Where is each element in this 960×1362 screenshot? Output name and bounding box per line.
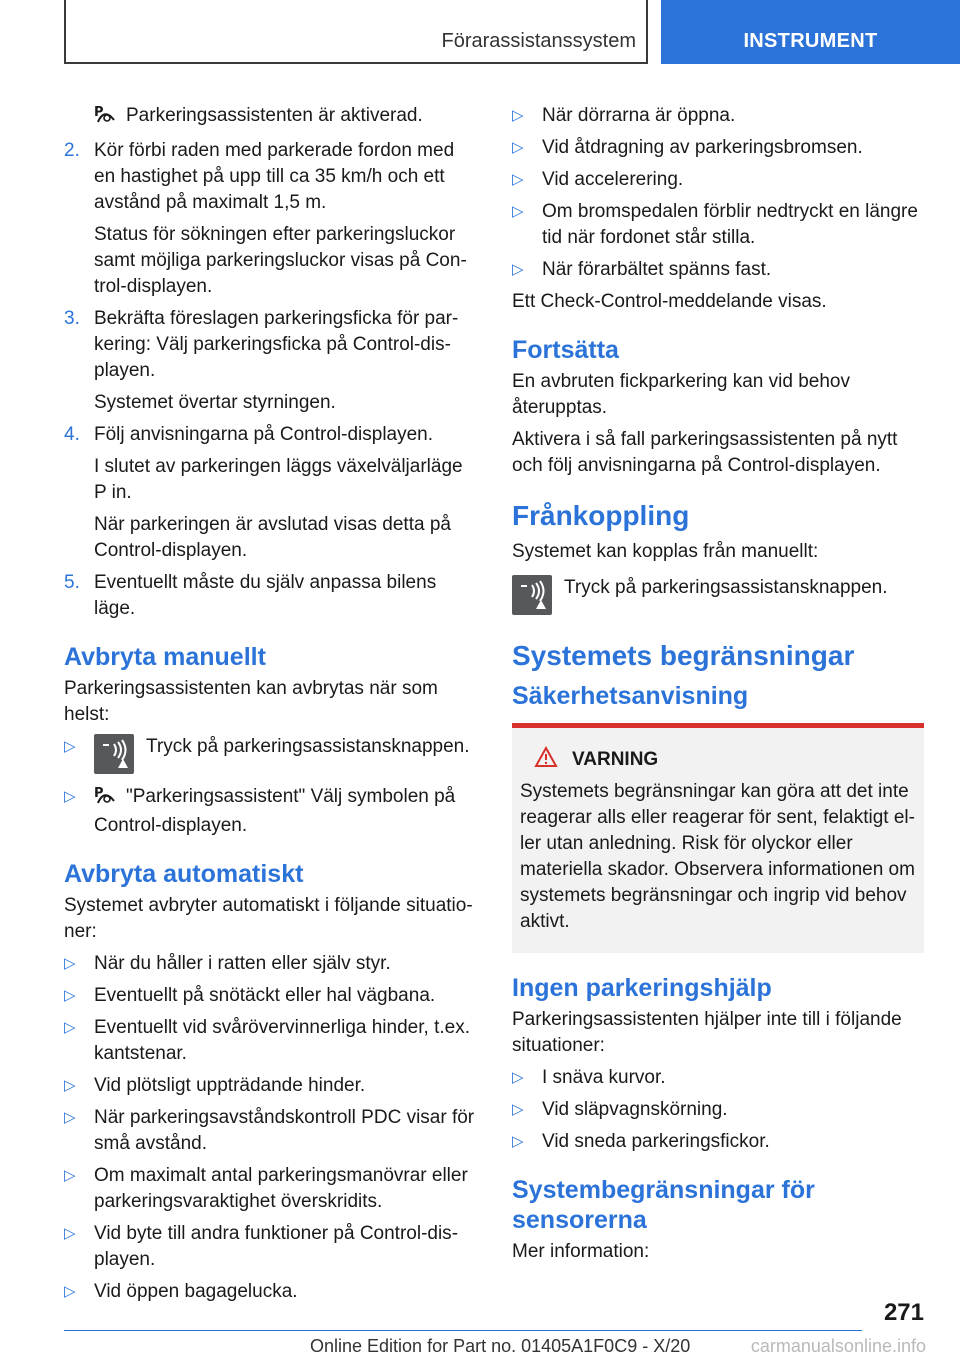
list-item-text: Vid byte till andra funktioner på Control-displayen. bbox=[94, 1223, 459, 1270]
list-item bbox=[64, 734, 476, 774]
left-column bbox=[64, 103, 476, 1311]
list-item bbox=[512, 167, 924, 193]
triangle-bullet-icon: ▷ bbox=[512, 1133, 524, 1150]
list-item-text: När dörrarna är öppna. bbox=[542, 105, 736, 126]
list-item-text: "Parkeringsassistent" Välj symbolen på Control-displayen. bbox=[94, 786, 456, 836]
list-item-text: Tryck på parkeringsassistansknappen. bbox=[146, 736, 470, 757]
list-item-text: Om bromspedalen förblir nedtryckt en längre tid när fordonet står stilla. bbox=[542, 201, 918, 248]
list-item bbox=[512, 103, 924, 129]
header-section-title: Förarassistanssystem bbox=[441, 30, 636, 52]
triangle-bullet-icon: ▷ bbox=[64, 738, 76, 755]
list-item-text: Eventuellt vid svårövervinnerliga hinder, t.ex. kantstenar. bbox=[94, 1017, 470, 1064]
button-instruction-text: Tryck på parkeringsassistansknappen. bbox=[564, 577, 888, 598]
list-item bbox=[512, 257, 924, 283]
step-2 bbox=[64, 138, 476, 300]
watermark-text: carmanualsonline.info bbox=[750, 1336, 926, 1356]
list-item-text: Vid sneda parkeringsfickor. bbox=[542, 1131, 770, 1152]
triangle-bullet-icon: ▷ bbox=[64, 987, 76, 1004]
list-item bbox=[64, 1279, 476, 1305]
step-number: 5. bbox=[64, 572, 80, 593]
triangle-bullet-icon: ▷ bbox=[64, 1077, 76, 1094]
triangle-bullet-icon: ▷ bbox=[64, 1225, 76, 1242]
list-item-text: I snäva kurvor. bbox=[542, 1067, 666, 1088]
triangle-bullet-icon: ▷ bbox=[512, 139, 524, 156]
step-number: 3. bbox=[64, 308, 80, 329]
step-text: I slutet av parkeringen läggs växelväljarläge P in. bbox=[94, 456, 463, 503]
list-item bbox=[64, 1221, 476, 1273]
step-text: Eventuellt måste du själv anpassa bilens läge. bbox=[94, 572, 437, 619]
step-3 bbox=[64, 306, 476, 416]
step-number: 2. bbox=[64, 140, 80, 161]
triangle-bullet-icon: ▷ bbox=[512, 107, 524, 124]
parking-button-icon bbox=[512, 575, 552, 615]
page-number: 271 bbox=[883, 1299, 924, 1326]
list-item-text: Vid plötsligt uppträdande hinder. bbox=[94, 1075, 366, 1096]
triangle-bullet-icon: ▷ bbox=[512, 1069, 524, 1086]
heading-no-help: Ingen parkeringshjälp bbox=[512, 974, 772, 1002]
heading-cancel-auto: Avbryta automatiskt bbox=[64, 860, 304, 888]
list-item bbox=[512, 1129, 924, 1155]
edition-text: Online Edition for Part no. 01405A1F0C9 - X/20 bbox=[310, 1336, 691, 1356]
step-text: Status för sökningen efter parkeringsluckor samt möjliga parkeringsluckor visas på Control-displayen. bbox=[94, 224, 467, 297]
heading-cancel-manual: Avbryta manuellt bbox=[64, 643, 266, 671]
paragraph: Systemet kan kopplas från manuellt: bbox=[512, 541, 819, 562]
list-item bbox=[64, 1105, 476, 1157]
warning-box bbox=[512, 723, 924, 953]
list-item bbox=[512, 1065, 924, 1091]
parking-button-icon bbox=[94, 734, 134, 774]
svg-text:P: P bbox=[94, 105, 104, 120]
right-column bbox=[512, 103, 924, 1271]
header-chapter-tab: INSTRUMENT bbox=[661, 0, 960, 64]
footer-divider bbox=[64, 1330, 862, 1331]
heading-limits: Systemets begränsningar bbox=[512, 640, 855, 671]
step-text: Bekräfta föreslagen parkeringsficka för parkering: Välj parkeringsficka på Control-displayen. bbox=[94, 308, 459, 381]
paragraph: Parkeringsassistenten kan avbrytas när som helst: bbox=[64, 678, 438, 725]
list-item bbox=[512, 135, 924, 161]
svg-text:P: P bbox=[94, 786, 104, 801]
triangle-bullet-icon: ▷ bbox=[64, 955, 76, 972]
list-item bbox=[512, 199, 924, 251]
intro-line-text: Parkeringsassistenten är aktiverad. bbox=[126, 105, 423, 126]
list-item bbox=[64, 983, 476, 1009]
paragraph: Parkeringsassistenten hjälper inte till i följande situationer: bbox=[512, 1009, 902, 1056]
list-item-text: Vid åtdragning av parkeringsbromsen. bbox=[542, 137, 863, 158]
list-item-text: Vid släpvagnskörning. bbox=[542, 1099, 728, 1120]
list-item-text: Vid accelerering. bbox=[542, 169, 684, 190]
list-item bbox=[64, 1015, 476, 1067]
step-number: 4. bbox=[64, 424, 80, 445]
triangle-bullet-icon: ▷ bbox=[64, 1019, 76, 1036]
list-item bbox=[64, 1163, 476, 1215]
triangle-bullet-icon: ▷ bbox=[512, 1101, 524, 1118]
step-text: När parkeringen är avslutad visas detta på Control-displayen. bbox=[94, 514, 451, 561]
intro-line bbox=[64, 103, 476, 132]
heading-safety: Säkerhetsanvisning bbox=[512, 682, 749, 710]
list-item-text: När parkeringsavståndskontroll PDC visar för små avstånd. bbox=[94, 1107, 475, 1154]
list-item-text: När du håller i ratten eller själv styr. bbox=[94, 953, 391, 974]
list-item-text: Om maximalt antal parkeringsmanövrar eller parkeringsvaraktighet överskridits. bbox=[94, 1165, 468, 1212]
list-item-text: När förarbältet spänns fast. bbox=[542, 259, 772, 280]
paragraph: Aktivera i så fall parkeringsassistenten på nytt och följ anvisningarna på Control-displayen. bbox=[512, 429, 898, 476]
heading-disengage: Frånkoppling bbox=[512, 500, 690, 531]
step-text: Systemet övertar styrningen. bbox=[94, 392, 336, 413]
step-text: Kör förbi raden med parkerade fordon med en hastighet på upp till ca 35 km/h och ett avstånd på maximalt 1,5 m. bbox=[94, 140, 455, 213]
triangle-bullet-icon: ▷ bbox=[64, 1167, 76, 1184]
button-instruction bbox=[512, 575, 924, 615]
triangle-bullet-icon: ▷ bbox=[512, 203, 524, 220]
list-item-text: Eventuellt på snötäckt eller hal vägbana. bbox=[94, 985, 436, 1006]
warning-text: Systemets begränsningar kan göra att det inte reagerar alls eller reagerar för sent, felaktigt eller utan anledning. Risk för olyckor eller materiella skador. Observera informationen om systemets begränsningar och ingrip vid behov aktivt. bbox=[520, 781, 915, 932]
list-item bbox=[512, 1097, 924, 1123]
list-item bbox=[64, 951, 476, 977]
paragraph: Ett Check-Control-meddelande visas. bbox=[512, 291, 827, 312]
triangle-bullet-icon: ▷ bbox=[64, 1109, 76, 1126]
triangle-bullet-icon: ▷ bbox=[64, 788, 76, 805]
paragraph: Mer information: bbox=[512, 1241, 650, 1262]
step-4 bbox=[64, 422, 476, 564]
triangle-bullet-icon: ▷ bbox=[512, 261, 524, 278]
parking-assistant-icon bbox=[94, 785, 116, 813]
heading-sensor-limits: Systembegränsningar för sensorerna bbox=[512, 1176, 815, 1234]
warning-triangle-icon bbox=[534, 746, 558, 768]
heading-continue: Fortsätta bbox=[512, 336, 619, 364]
parking-assistant-icon bbox=[94, 104, 116, 132]
warning-title: VARNING bbox=[520, 746, 916, 773]
paragraph: En avbruten fickparkering kan vid behov återupptas. bbox=[512, 371, 850, 418]
triangle-bullet-icon: ▷ bbox=[64, 1283, 76, 1300]
step-5 bbox=[64, 570, 476, 622]
triangle-bullet-icon: ▷ bbox=[512, 171, 524, 188]
list-item-text: Vid öppen bagagelucka. bbox=[94, 1281, 298, 1302]
list-item bbox=[64, 1073, 476, 1099]
paragraph: Systemet avbryter automatiskt i följande situationer: bbox=[64, 895, 473, 942]
step-text: Följ anvisningarna på Control-displayen. bbox=[94, 424, 434, 445]
list-item bbox=[64, 784, 476, 839]
